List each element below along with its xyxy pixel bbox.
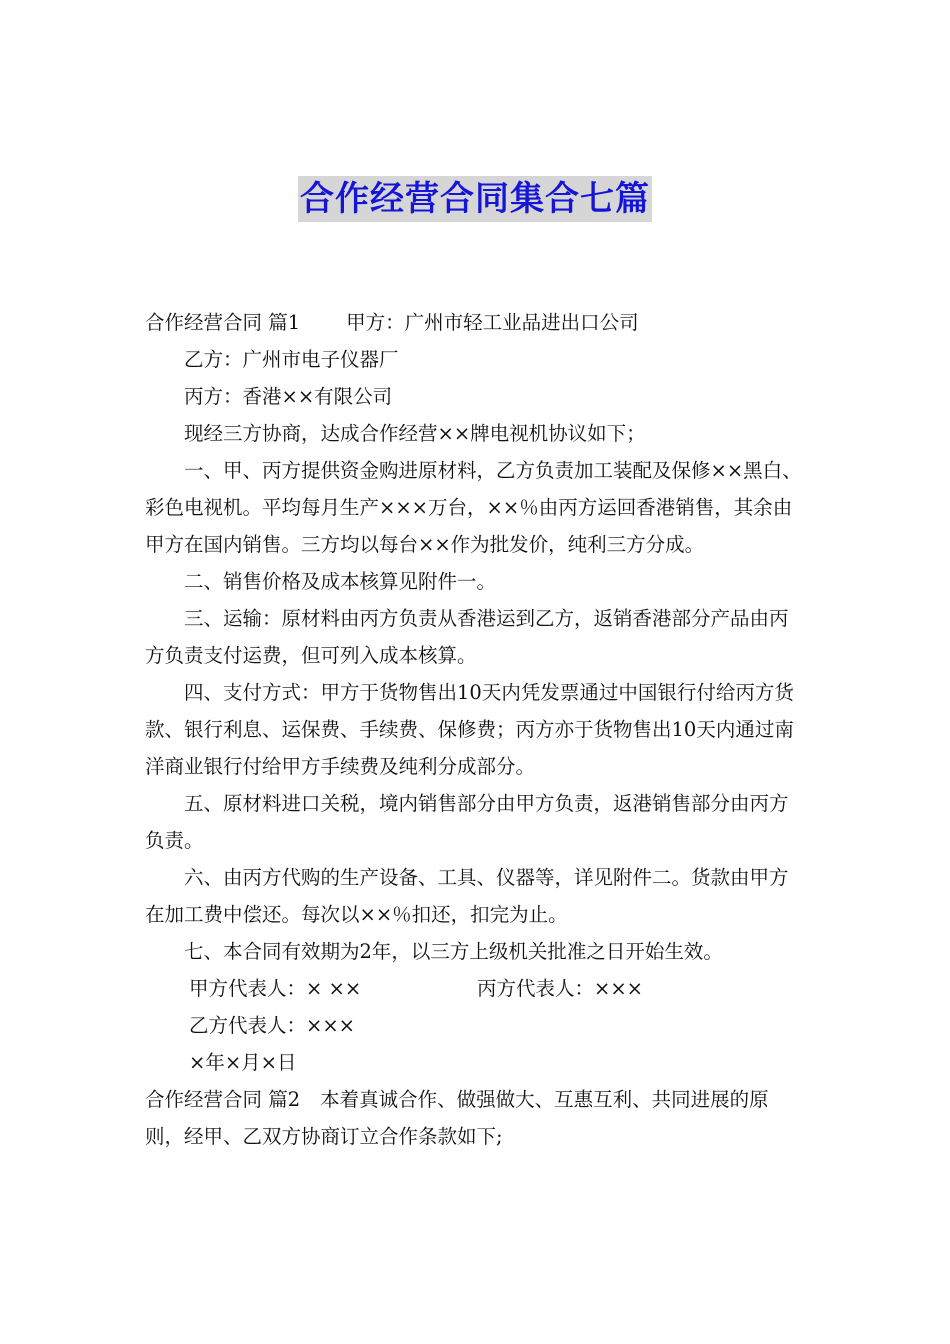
contract1-intro: 现经三方协商，达成合作经营××牌电视机协议如下；: [184, 422, 646, 445]
clause-3: 三、运输：原材料由丙方负责从香港运到乙方，返销香港部分产品由丙方负责支付运费，但可列入成本核算。: [145, 607, 789, 667]
party-c: 丙方：香港××有限公司: [184, 385, 393, 408]
contract1-heading: 合作经营合同 篇1: [145, 311, 301, 334]
clause-7: 七、本合同有效期为2年，以三方上级机关批准之日开始生效。: [184, 940, 723, 963]
contract1-heading-line: [145, 304, 807, 341]
sign-date: ×年×月×日: [189, 1051, 297, 1074]
contract2-intro: 本着真诚合作、做强做大、互惠互利、共同进展的原则，经甲、乙双方协商订立合作条款如下;: [145, 1088, 769, 1148]
clause-1: 一、甲、丙方提供资金购进原材料，乙方负责加工装配及保修××黑白、彩色电视机。平均每月生产×××万台，××％由丙方运回香港销售，其余由甲方在国内销售。三方均以每台××作为批发价，纯利三方分成。: [145, 459, 802, 556]
signature-row-1: [145, 970, 807, 1007]
clause-5: 五、原材料进口关税，境内销售部分由甲方负责，返港销售部分由丙方负责。: [145, 792, 789, 852]
contract2-heading: 合作经营合同 篇2: [145, 1088, 301, 1111]
party-a: 甲方：广州市轻工业品进出口公司: [346, 311, 639, 334]
rep-b: 乙方代表人：×××: [189, 1014, 356, 1037]
clause-2: 二、销售价格及成本核算见附件一。: [184, 570, 497, 593]
clause-6: 六、由丙方代购的生产设备、工具、仪器等，详见附件二。货款由甲方在加工费中偿还。每次以××％扣还，扣完为止。: [145, 866, 789, 926]
rep-c: 丙方代表人：×××: [477, 977, 644, 1000]
rep-a: 甲方代表人：× ××: [189, 977, 362, 1000]
clause-4: 四、支付方式：甲方于货物售出10天内凭发票通过中国银行付给丙方货款、银行利息、运保费、手续费、保修费；丙方亦于货物售出10天内通过南洋商业银行付给甲方手续费及纯利分成部分。: [145, 681, 794, 778]
contract2-paragraph: [145, 1081, 807, 1155]
party-b: 乙方：广州市电子仪器厂: [184, 348, 399, 371]
document-title: 合作经营合同集合七篇: [298, 176, 652, 222]
title-wrap: [0, 176, 950, 222]
document-body: [145, 304, 807, 1155]
